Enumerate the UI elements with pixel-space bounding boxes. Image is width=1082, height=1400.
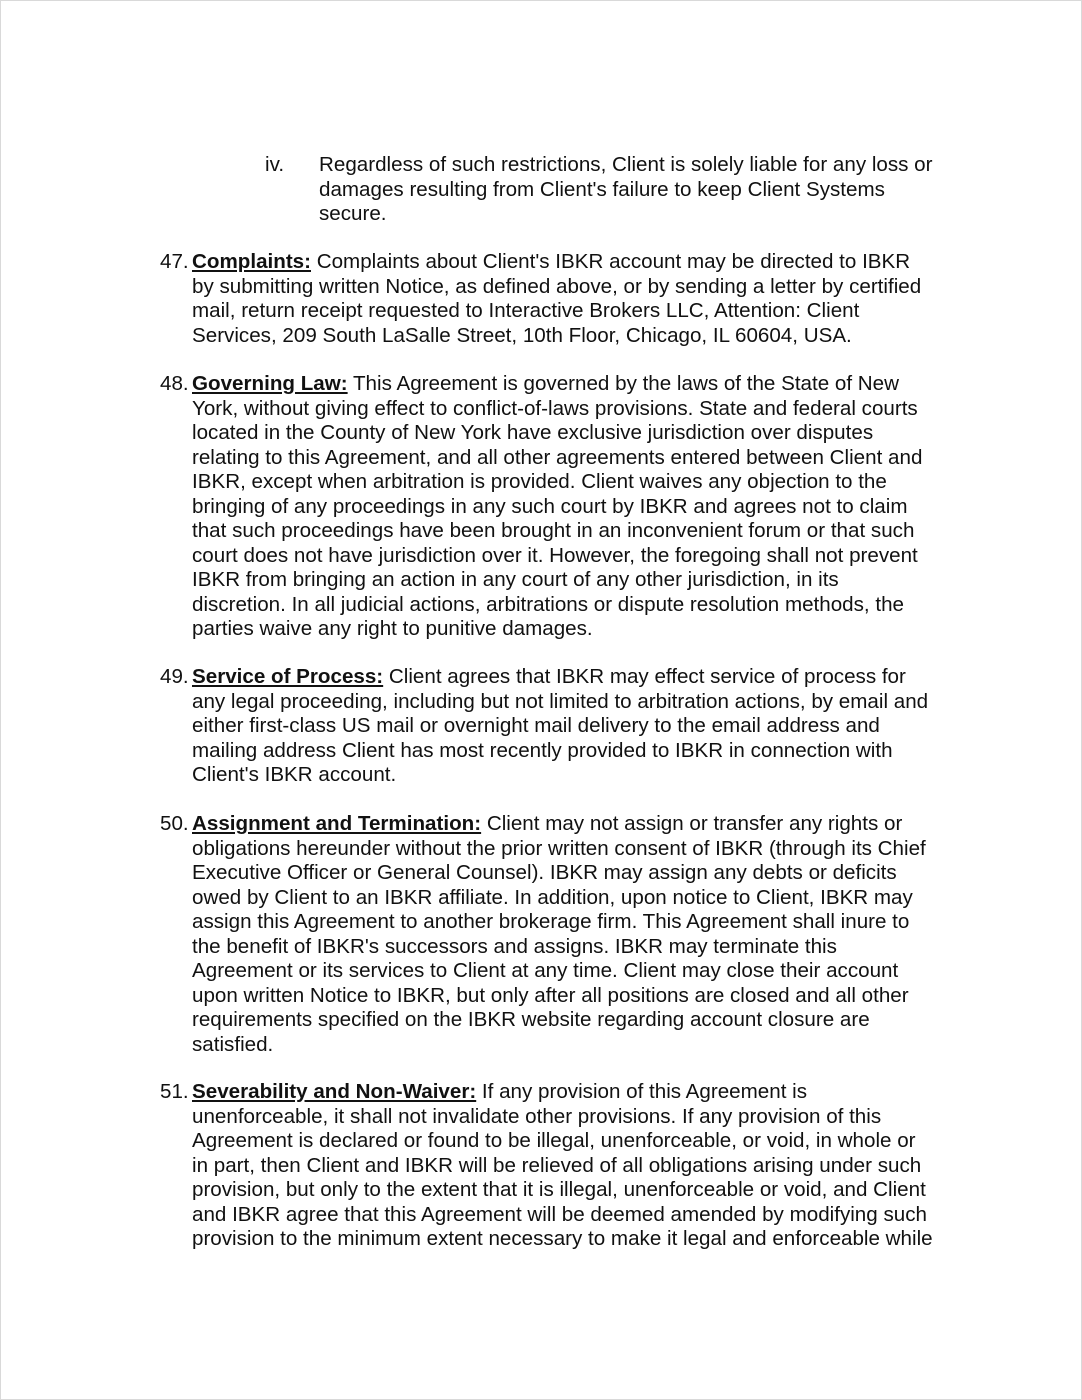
subitem-line: damages resulting from Client's failure to keep Client Systems: [319, 177, 885, 201]
clause-line: assign this Agreement to another brokerage firm. This Agreement shall inure to: [192, 910, 910, 933]
clause-line: satisfied.: [192, 1032, 274, 1056]
clause-body: [192, 1080, 1052, 1252]
clause-line: Agreement is declared or found to be illegal, unenforceable, or void, in whole or: [192, 1129, 916, 1152]
clause-line: in part, then Client and IBKR will be relieved of all obligations arising under such: [192, 1153, 922, 1177]
clause-number: 51.: [160, 1080, 189, 1103]
clause-line: IBKR, except when arbitration is provided. Client waives any objection to the: [192, 470, 887, 493]
clause-line: owed by Client to an IBKR affiliate. In addition, upon notice to Client, IBKR may: [192, 885, 913, 909]
clause-line: Services, 209 South LaSalle Street, 10th Floor, Chicago, IL 60604, USA.: [192, 323, 852, 347]
clause-heading: Assignment and Termination:: [192, 812, 482, 835]
clause-line: any legal proceeding, including but not limited to arbitration actions, by email and: [192, 689, 929, 713]
clause-first-line: [192, 665, 1052, 690]
clause-line: IBKR from bringing an action in any court of any other jurisdiction, in its: [192, 568, 839, 591]
clause-line: either first-class US mail or overnight mail delivery to the email address and: [192, 714, 880, 737]
clause-line: by submitting written Notice, as defined above, or by sending a letter by certified: [192, 274, 922, 298]
clause-number: 47.: [160, 250, 189, 273]
clause-heading: Service of Process:: [192, 665, 384, 688]
clause-line: York, without giving effect to conflict-of-laws provisions. State and federal courts: [192, 396, 918, 420]
clause-first-line: [192, 250, 1052, 275]
clause-number: 50.: [160, 812, 189, 835]
clause-line: Executive Officer or General Counsel). IBKR may assign any debts or deficits: [192, 861, 897, 884]
subitem-text: [319, 153, 969, 227]
clause-line: that such proceedings have been brought in an inconvenient forum or that such: [192, 519, 915, 542]
clause-line: mail, return receipt requested to Interactive Brokers LLC, Attention: Client: [192, 299, 860, 322]
subitem-line: secure.: [319, 202, 387, 225]
clause-line: discretion. In all judicial actions, arbitrations or dispute resolution methods, the: [192, 592, 905, 616]
subitem-line: Regardless of such restrictions, Client is solely liable for any loss or: [319, 153, 933, 176]
clause-body: [192, 665, 1052, 788]
clause-heading: Complaints:: [192, 250, 311, 273]
clause-line: Agreement or its services to Client at any time. Client may close their account: [192, 959, 899, 982]
clause-body: [192, 372, 1052, 642]
clause-line: court does not have jurisdiction over it. However, the foregoing shall not prevent: [192, 543, 918, 567]
clause-line: located in the County of New York have exclusive jurisdiction over disputes: [192, 421, 874, 444]
clause-line: relating to this Agreement, and all other agreements entered between Client and: [192, 445, 923, 469]
clause-heading: Governing Law:: [192, 372, 348, 395]
clause-number: 49.: [160, 665, 189, 688]
clause-line: provision, but only to the extent that it is illegal, unenforceable or void, and Client: [192, 1178, 926, 1201]
clause-line: requirements specified on the IBKR website regarding account closure are: [192, 1008, 870, 1031]
subitem-number: iv.: [265, 153, 285, 176]
clause-line: the benefit of IBKR's successors and assigns. IBKR may terminate this: [192, 934, 837, 958]
clause-first-line: [192, 812, 1052, 837]
clause-line: bringing of any proceedings in any such court by IBKR and agrees not to claim: [192, 494, 908, 518]
clause-first-text: If any provision of this Agreement is: [476, 1080, 808, 1103]
clause-body: [192, 250, 1052, 348]
clause-line: parties waive any right to punitive damages.: [192, 617, 593, 640]
clause-line: upon written Notice to IBKR, but only after all positions are closed and all other: [192, 983, 909, 1007]
clause-line: unenforceable, it shall not invalidate other provisions. If any provision of this: [192, 1104, 882, 1128]
clause-line: provision to the minimum extent necessary to make it legal and enforceable while: [192, 1227, 933, 1250]
clause-first-line: [192, 1080, 1052, 1105]
clause-first-text: Client agrees that IBKR may effect service of process for: [383, 665, 906, 688]
clause-line: obligations hereunder without the prior written consent of IBKR (through its Chief: [192, 836, 926, 860]
clause-number: 48.: [160, 372, 189, 395]
clause-body: [192, 812, 1052, 1057]
clause-line: and IBKR agree that this Agreement will be deemed amended by modifying such: [192, 1202, 927, 1226]
clause-line: Client's IBKR account.: [192, 763, 397, 786]
clause-line: mailing address Client has most recently provided to IBKR in connection with: [192, 738, 893, 762]
clause-heading: Severability and Non-Waiver:: [192, 1080, 477, 1103]
clause-first-text: This Agreement is governed by the laws of the State of New: [347, 372, 900, 395]
clause-first-text: Complaints about Client's IBKR account may be directed to IBKR: [311, 250, 911, 273]
clause-first-line: [192, 372, 1052, 397]
clause-first-text: Client may not assign or transfer any rights or: [481, 812, 903, 835]
